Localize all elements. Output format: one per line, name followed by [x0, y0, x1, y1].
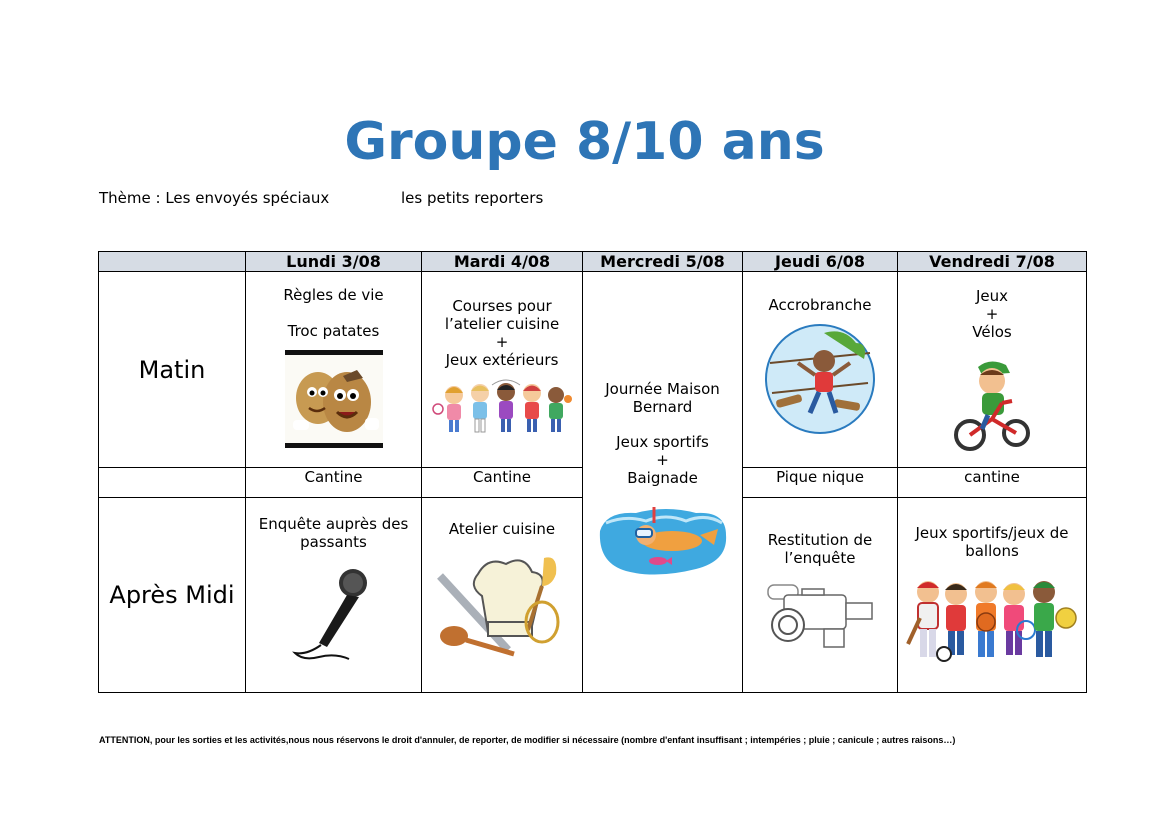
bike-icon — [952, 357, 1032, 453]
day-header-mardi: Mardi 4/08 — [422, 252, 583, 272]
header-row — [99, 252, 1087, 272]
page-title: Groupe 8/10 ans — [344, 112, 825, 172]
kids-sports-icon — [906, 574, 1078, 664]
activity-text: Jeux extérieurs — [445, 351, 559, 369]
swimmer-icon — [596, 501, 730, 581]
afternoon-mardi — [422, 498, 583, 693]
theme-subtitle: les petits reporters — [401, 189, 544, 207]
period-morning: Matin — [99, 272, 246, 468]
planning-table — [98, 251, 1087, 693]
afternoon-jeudi — [743, 498, 898, 693]
activity-text: Journée Maison — [605, 380, 720, 398]
morning-lundi — [246, 272, 422, 468]
activity-text: + — [656, 451, 669, 469]
activity-text: Jeux sportifs — [616, 433, 709, 451]
period-lunch — [99, 468, 246, 498]
header-empty — [99, 252, 246, 272]
morning-mardi — [422, 272, 583, 468]
morning-vendredi — [898, 272, 1087, 468]
mercredi-full-day — [583, 272, 743, 693]
activity-text: Restitution de — [767, 531, 873, 549]
activity-text: Atelier cuisine — [448, 520, 556, 538]
camera-icon — [764, 581, 876, 651]
cooking-icon — [432, 550, 572, 662]
activity-text: Enquête auprès des — [258, 515, 409, 533]
potato-icon — [285, 350, 383, 448]
disclaimer-note: ATTENTION, pour les sorties et les activités,nous nous réservons le droit d'annuler, de reporter, de modifier si nécessaire (nombre d'enfant insuffisant ; intempéries ; pluie ; canicule ; autres raisons…) — [99, 735, 956, 745]
afternoon-vendredi — [898, 498, 1087, 693]
zipline-icon — [764, 323, 876, 435]
day-header-mercredi: Mercredi 5/08 — [583, 252, 743, 272]
activity-text: Courses pour — [452, 297, 552, 315]
activity-text: + — [495, 333, 509, 351]
activity-text: l’atelier cuisine — [444, 315, 560, 333]
lunch-mardi: Cantine — [422, 468, 583, 498]
activity-text: l’enquête — [784, 549, 856, 567]
activity-text: + — [985, 305, 999, 323]
microphone-icon — [289, 565, 379, 665]
activity-text: Jeux — [975, 287, 1009, 305]
day-header-vendredi: Vendredi 7/08 — [898, 252, 1087, 272]
lunch-vendredi: cantine — [898, 468, 1087, 498]
activity-text: Troc patates — [287, 322, 380, 340]
activity-text: Baignade — [627, 469, 698, 487]
day-header-jeudi: Jeudi 6/08 — [743, 252, 898, 272]
afternoon-lundi — [246, 498, 422, 693]
lunch-jeudi: Pique nique — [743, 468, 898, 498]
theme-line — [99, 189, 544, 207]
day-header-lundi: Lundi 3/08 — [246, 252, 422, 272]
lunch-lundi: Cantine — [246, 468, 422, 498]
children-icon — [432, 377, 572, 437]
activity-text: Vélos — [972, 323, 1012, 341]
activity-text: Accrobranche — [768, 296, 872, 314]
period-afternoon: Après Midi — [99, 498, 246, 693]
activity-text: ballons — [965, 542, 1019, 560]
morning-row — [99, 272, 1087, 468]
theme-label: Thème : Les envoyés spéciaux — [99, 189, 330, 207]
activity-text: passants — [300, 533, 367, 551]
activity-text: Jeux sportifs/jeux de — [915, 524, 1069, 542]
activity-text: Règles de vie — [283, 286, 384, 304]
activity-text: Bernard — [632, 398, 693, 416]
morning-jeudi — [743, 272, 898, 468]
